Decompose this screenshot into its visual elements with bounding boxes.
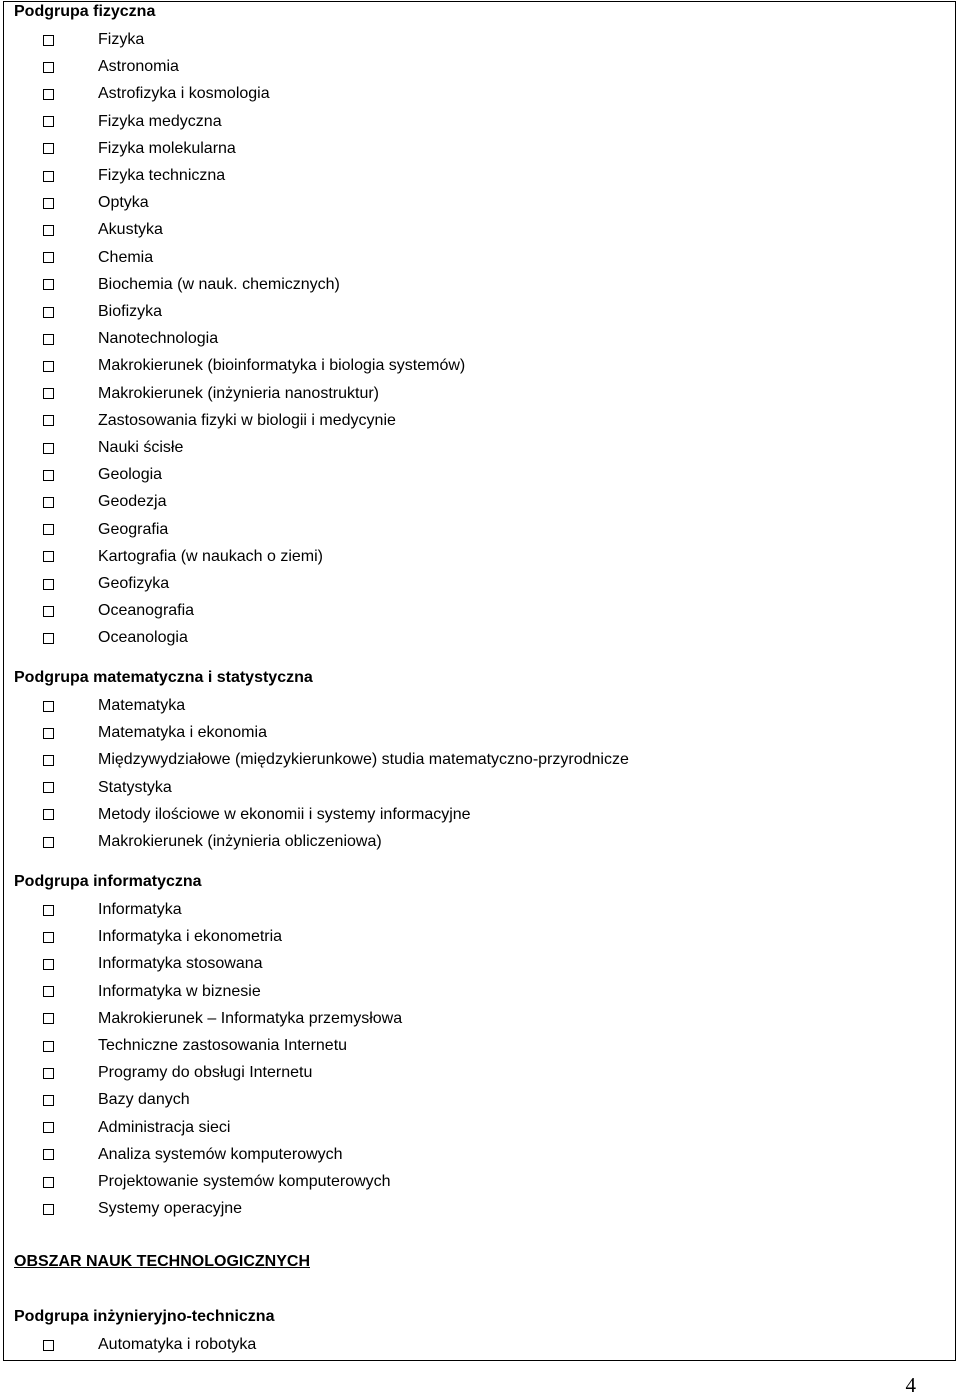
checkbox[interactable] [43, 809, 54, 820]
checkbox[interactable] [43, 1149, 54, 1160]
checkbox[interactable] [43, 755, 54, 766]
checkbox[interactable] [43, 1340, 54, 1351]
checkbox[interactable] [43, 116, 54, 127]
checkbox[interactable] [43, 415, 54, 426]
checkbox[interactable] [43, 89, 54, 100]
checkbox[interactable] [43, 334, 54, 345]
checklist-item-label: Biochemia (w nauk. chemicznych) [98, 275, 340, 293]
checklist-item-label: Fizyka medyczna [98, 112, 222, 130]
checkbox[interactable] [43, 1068, 54, 1079]
checklist-item-label: Analiza systemów komputerowych [98, 1145, 343, 1163]
checkbox[interactable] [43, 1013, 54, 1024]
section-heading: Podgrupa matematyczna i statystyczna [14, 669, 313, 686]
section-heading: OBSZAR NAUK TECHNOLOGICZNYCH [14, 1253, 310, 1270]
checklist-item-label: Astronomia [98, 58, 179, 76]
checklist-item-label: Makrokierunek (inżynieria nanostruktur) [98, 384, 379, 402]
checkbox[interactable] [43, 633, 54, 644]
checkbox[interactable] [43, 225, 54, 236]
checklist-item-label: Chemia [98, 248, 154, 266]
checkbox[interactable] [43, 307, 54, 318]
checklist-item-label: Informatyka stosowana [98, 955, 263, 973]
checklist-item-label: Astrofizyka i kosmologia [98, 85, 270, 103]
checklist-item-label: Techniczne zastosowania Internetu [98, 1037, 348, 1054]
checklist-item-label: Biofizyka [98, 303, 163, 320]
checkbox[interactable] [43, 388, 54, 399]
checkbox[interactable] [43, 905, 54, 916]
page-number: 4 [905, 1373, 916, 1397]
checklist-item-label: Optyka [98, 194, 149, 212]
checkbox[interactable] [43, 524, 54, 535]
checkbox[interactable] [43, 252, 54, 263]
checkbox[interactable] [43, 606, 54, 617]
checkbox[interactable] [43, 35, 54, 46]
checkbox[interactable] [43, 986, 54, 997]
checkbox[interactable] [43, 279, 54, 290]
checklist-item-label: Geodezja [98, 493, 167, 511]
checklist-item-label: Geografia [98, 520, 169, 538]
section-heading: Podgrupa inżynieryjno-techniczna [14, 1308, 275, 1325]
checklist-item-label: Oceanografia [98, 602, 195, 620]
checklist-item-label: Informatyka w biznesie [98, 982, 261, 1000]
checklist-item-label: Projektowanie systemów komputerowych [98, 1173, 391, 1190]
checklist-item-label: Fizyka [98, 31, 145, 48]
checkbox[interactable] [43, 1041, 54, 1052]
checklist-item-label: Administracja sieci [98, 1118, 231, 1136]
checklist-item-label: Fizyka molekularna [98, 139, 236, 157]
checkbox[interactable] [43, 470, 54, 481]
checklist-item-label: Informatyka i ekonometria [98, 928, 283, 946]
checkbox[interactable] [43, 1204, 54, 1215]
checklist-item-label: Makrokierunek (inżynieria obliczeniowa) [98, 833, 382, 850]
checkbox[interactable] [43, 1095, 54, 1106]
checklist-item-label: Systemy operacyjne [98, 1200, 243, 1218]
checkbox[interactable] [43, 837, 54, 848]
checkbox[interactable] [43, 728, 54, 739]
checkbox[interactable] [43, 497, 54, 508]
checklist-item-label: Metody ilościowe w ekonomii i systemy informacyjne [98, 805, 471, 823]
checkbox[interactable] [43, 361, 54, 372]
checklist-item-label: Nauki ścisłe [98, 439, 184, 456]
checklist-item-label: Informatyka [98, 901, 182, 918]
checkbox[interactable] [43, 143, 54, 154]
checkbox[interactable] [43, 198, 54, 209]
checkbox[interactable] [43, 579, 54, 590]
checkbox[interactable] [43, 959, 54, 970]
checkbox[interactable] [43, 1177, 54, 1188]
checklist-item-label: Międzywydziałowe (międzykierunkowe) studia matematyczno-przyrodnicze [98, 751, 629, 769]
checkbox[interactable] [43, 782, 54, 793]
checklist-item-label: Makrokierunek – Informatyka przemysłowa [98, 1009, 403, 1027]
checkbox[interactable] [43, 1122, 54, 1133]
checklist-item-label: Matematyka i ekonomia [98, 724, 267, 742]
checklist-item-label: Oceanologia [98, 629, 188, 647]
checkbox[interactable] [43, 932, 54, 943]
checklist-item-label: Akustyka [98, 221, 163, 239]
checklist-item-label: Statystyka [98, 778, 172, 796]
checkbox[interactable] [43, 443, 54, 454]
checklist-item-label: Geofizyka [98, 575, 170, 592]
checklist-item-label: Zastosowania fizyki w biologii i medycynie [98, 411, 396, 429]
checklist-item-label: Programy do obsługi Internetu [98, 1064, 313, 1082]
checklist-item-label: Kartografia (w naukach o ziemi) [98, 547, 323, 565]
page-frame [3, 1, 956, 1361]
checkbox[interactable] [43, 551, 54, 562]
checklist-item-label: Automatyka i robotyka [98, 1336, 257, 1353]
checklist-item-label: Makrokierunek (bioinformatyka i biologia systemów) [98, 357, 466, 375]
checkbox[interactable] [43, 62, 54, 73]
checklist-item-label: Matematyka [98, 697, 186, 714]
checkbox[interactable] [43, 171, 54, 182]
checklist-item-label: Geologia [98, 466, 163, 484]
checkbox[interactable] [43, 701, 54, 712]
checklist-item-label: Fizyka techniczna [98, 167, 226, 184]
section-heading: Podgrupa informatyczna [14, 873, 202, 890]
checklist-item-label: Bazy danych [98, 1091, 190, 1109]
section-heading: Podgrupa fizyczna [14, 3, 156, 20]
checklist-item-label: Nanotechnologia [98, 330, 219, 348]
